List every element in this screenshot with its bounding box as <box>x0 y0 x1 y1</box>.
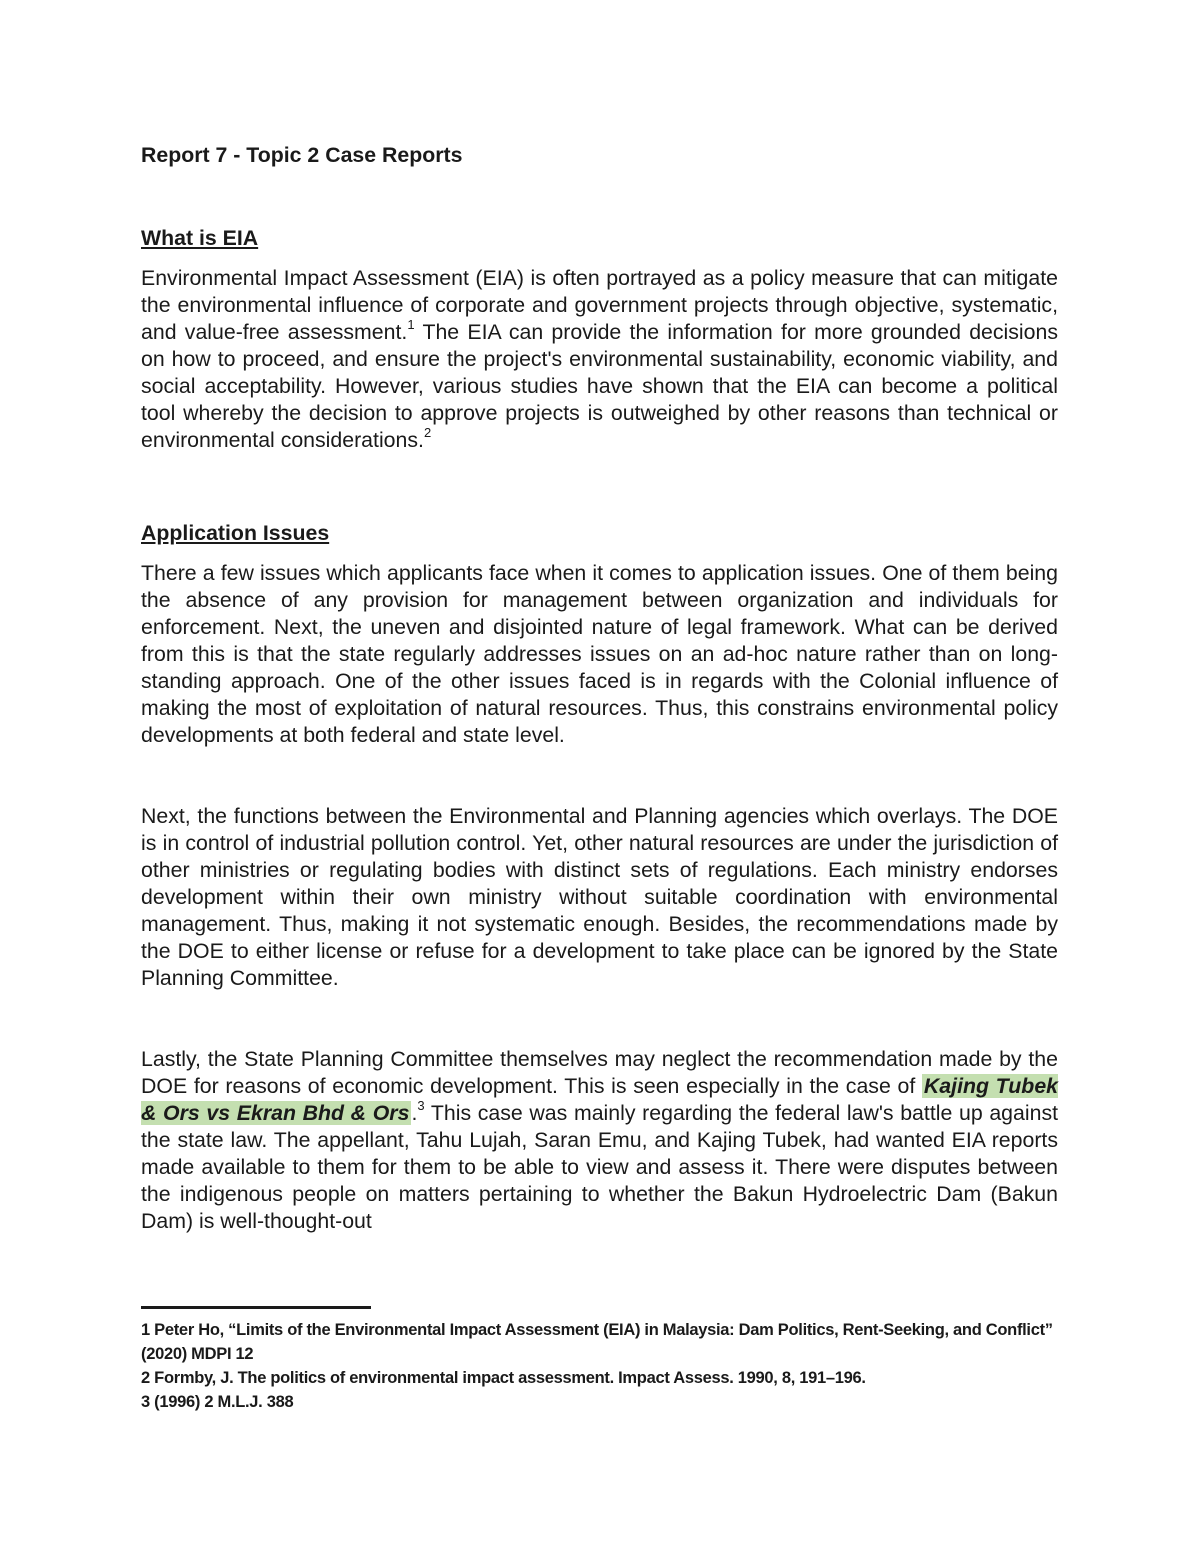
application-3-text-part-1: Lastly, the State Planning Committee themselves may neglect the recommendation made by the DOE for reasons of economic development. This is seen especially in the case of <box>141 1047 1058 1098</box>
paragraph-application-2: Next, the functions between the Environmental and Planning agencies which overlays. The DOE is in control of industrial pollution control. Yet, other natural resources are under the jurisdiction of other ministries or regulating bodies with distinct sets of regulations. Each ministry endorses development within their own ministry without suitable coordination with environmental management. Thus, making it not systematic enough. Besides, the recommendations made by the DOE to either license or refuse for a development to take place can be ignored by the State Planning Committee. <box>141 804 1058 990</box>
footnote-ref-1[interactable]: 1 <box>407 316 415 332</box>
footnotes <box>141 1318 1058 1414</box>
paragraph-application-3 <box>141 1046 1058 1235</box>
paragraph-application-1: There a few issues which applicants face when it comes to application issues. One of them being the absence of any provision for management between organization and individuals for enforcement. Next, the uneven and disjointed nature of legal framework. What can be derived from this is that the state regularly addresses issues on an ad-hoc nature rather than on long-standing approach. One of the other issues faced is in regards with the Colonial influence of making the most of exploitation of natural resources. Thus, this constrains environmental policy developments at both federal and state level. <box>141 561 1058 747</box>
footnote-separator <box>141 1306 371 1309</box>
case-name-period: . <box>411 1101 418 1125</box>
eia-text-part-1: Environmental Impact Assessment (EIA) is often portrayed as a policy measure that can mitigate the environmental influence of corporate and government projects through objective, systematic, and value-free assessment. <box>141 266 1058 344</box>
footnote-3: 3 (1996) 2 M.L.J. 388 <box>141 1393 294 1411</box>
footnote-1: 1 Peter Ho, “Limits of the Environmental Impact Assessment (EIA) in Malaysia: Dam Politics, Rent-Seeking, and Conflict” (2020) MDPI 12 <box>141 1321 1053 1363</box>
document-page <box>141 140 1058 1235</box>
document-title: Report 7 - Topic 2 Case Reports <box>141 143 463 167</box>
heading-what-is-eia: What is EIA <box>141 226 259 250</box>
highlighted-case-name: Kajing Tubek & Ors vs Ekran Bhd & Ors <box>141 1074 1059 1125</box>
footnote-2: 2 Formby, J. The politics of environmental impact assessment. Impact Assess. 1990, 8, 191–196. <box>141 1369 866 1387</box>
eia-text-part-2: The EIA can provide the information for more grounded decisions on how to proceed, and ensure the project's environmental sustainability, economic viability, and social acceptability. However, various studies have shown that the EIA can become a political tool whereby the decision to approve projects is outweighed by other reasons than technical or environmental considerations. <box>141 320 1058 452</box>
footnote-ref-2[interactable]: 2 <box>423 424 432 440</box>
heading-application-issues: Application Issues <box>141 521 330 545</box>
paragraph-eia-definition <box>141 265 1058 454</box>
footnote-ref-3[interactable]: 3 <box>417 1097 425 1113</box>
application-3-text-part-2: This case was mainly regarding the federal law's battle up against the state law. The appellant, Tahu Lujah, Saran Emu, and Kajing Tubek, had wanted EIA reports made available to them for them to be able to view and assess it. There were disputes between the indigenous people on matters pertaining to whether the Bakun Hydroelectric Dam (Bakun Dam) is well-thought-out <box>141 1101 1059 1233</box>
